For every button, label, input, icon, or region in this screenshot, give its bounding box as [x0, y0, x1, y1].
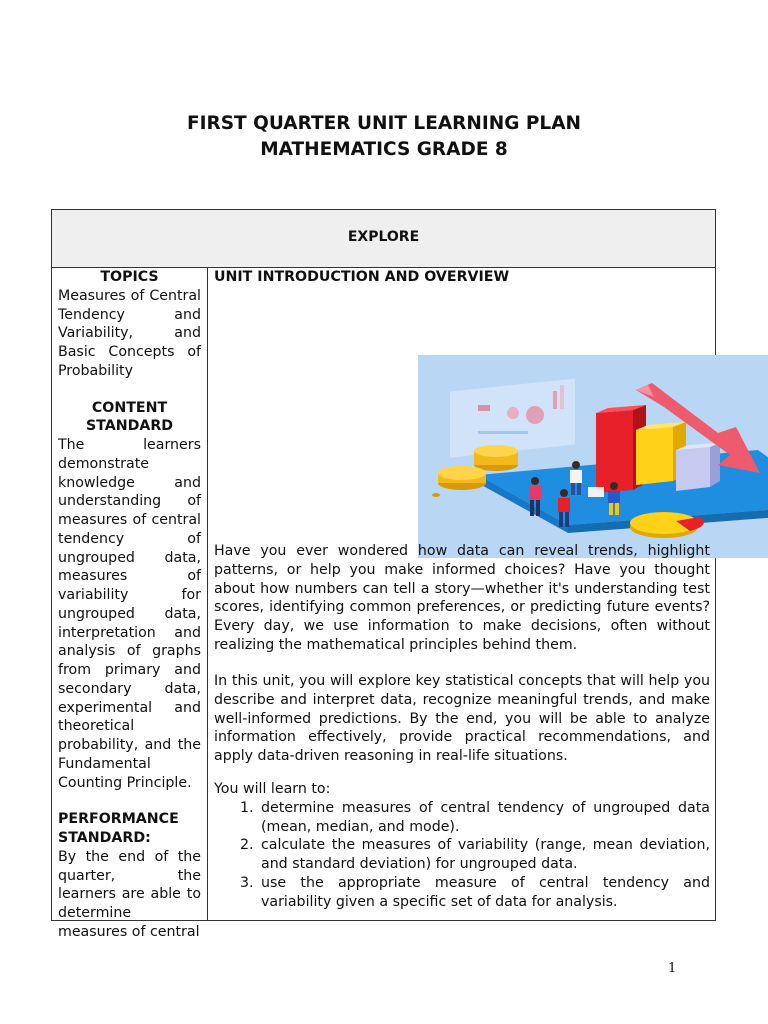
- table-header-row: [52, 210, 715, 268]
- learn-intro: You will learn to:: [214, 781, 331, 797]
- topics-text: Measures of Central Tendency and Variability, and Basic Concepts of Probability: [58, 287, 201, 379]
- list-item: 2. calculate the measures of variability (range, mean deviation, and standard deviation) for ungrouped data.: [258, 836, 710, 874]
- learning-plan-table: [51, 209, 716, 940]
- column-divider: [207, 267, 208, 921]
- content-standard-heading: CONTENT STANDARD: [85, 399, 174, 435]
- right-column: [214, 268, 710, 910]
- performance-standard-text: By the end of the quarter, the learners are able to determine measures of central: [58, 848, 201, 940]
- intro-paragraph-2: In this unit, you will explore key statistical concepts that will help you describe and interpret data, recognize meaningful trends, and make well-informed predictions. By the end, you will be able to analyze information effectively, provide practical recommendations, and apply data-driven reasoning in real-life situations.: [214, 673, 710, 764]
- content-standard-text: The learners demonstrate knowledge and understanding of measures of central tendency of ungrouped data, measures of variability for ungrouped data, interpretation and analysis of graphs from primary and secondary data, experimental and theoretical probability, and the Fundamental Counting Principle.: [58, 437, 201, 791]
- list-item: 3. use the appropriate measure of central tendency and variability given a specific set of data for analysis.: [258, 874, 710, 912]
- left-column: [58, 268, 201, 942]
- page-number: 1: [668, 961, 677, 976]
- learning-objectives: [214, 780, 710, 911]
- list-item: 1. determine measures of central tendency of ungrouped data (mean, median, and mode).: [258, 799, 710, 837]
- document-title-line2: MATHEMATICS GRADE 8: [260, 139, 508, 160]
- section-header-explore: EXPLORE: [347, 229, 420, 245]
- performance-standard-heading: PERFORMANCE STANDARD:: [58, 811, 179, 846]
- objectives-list: [214, 799, 710, 912]
- document-title-line1: FIRST QUARTER UNIT LEARNING PLAN: [186, 113, 582, 134]
- topics-heading: TOPICS: [100, 269, 159, 285]
- statistics-illustration: [418, 355, 768, 558]
- unit-intro-heading: UNIT INTRODUCTION AND OVERVIEW: [214, 269, 510, 285]
- intro-paragraph-1: Have you ever wondered how data can reveal trends, highlight patterns, or help you make informed choices? Have you thought about how numbers can tell a story—whether it's understanding test scores, identifying common preferences, or predicting future events? Every day, we use information to make decisions, often without realizing the mathematical principles behind them.: [214, 543, 710, 653]
